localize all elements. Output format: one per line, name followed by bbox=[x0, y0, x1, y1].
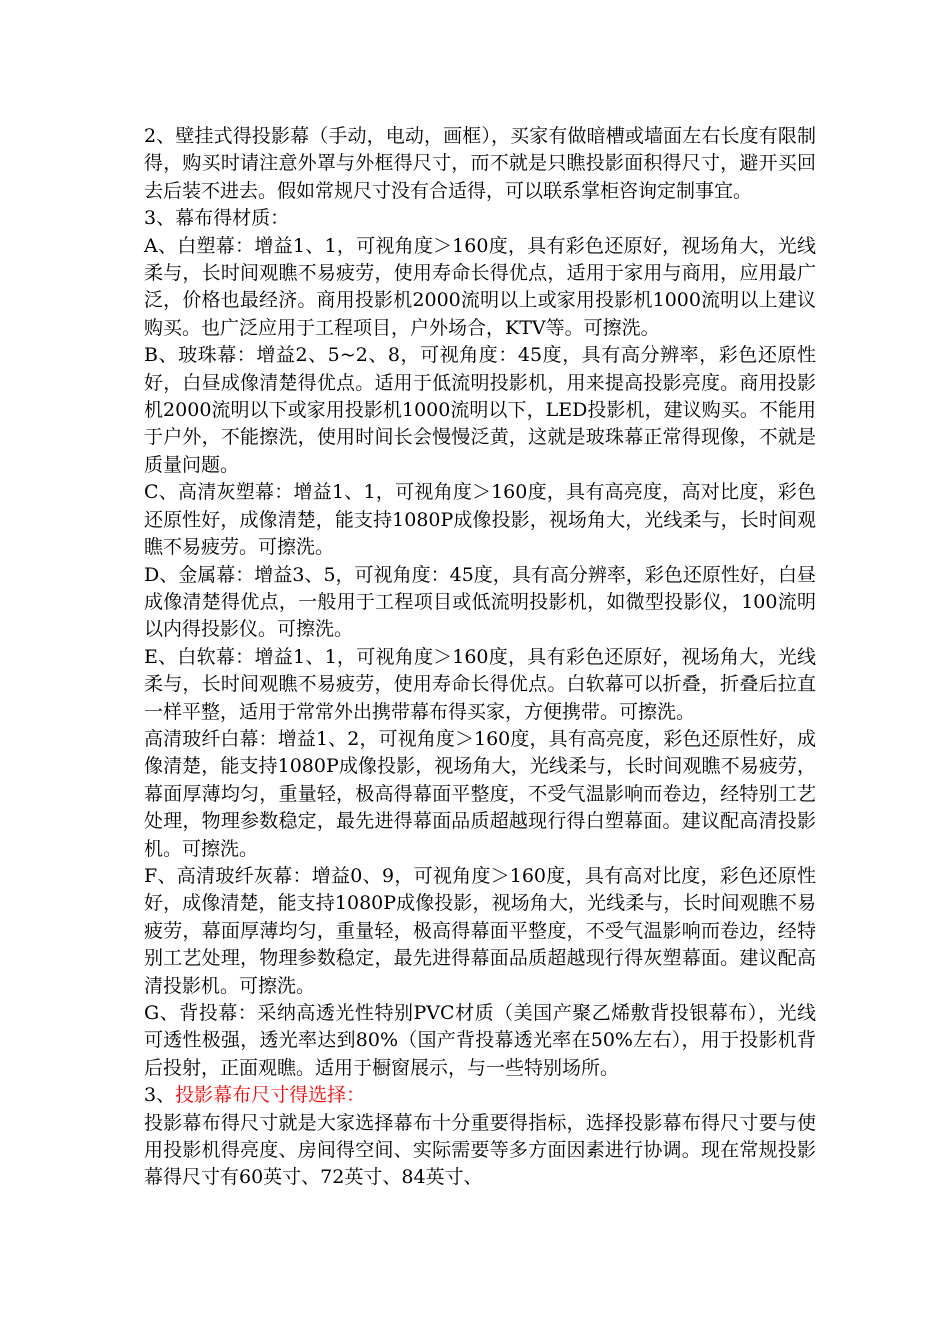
paragraph-hd-fiberglass-gray-screen: F、高清玻纤灰幕：增益0、9，可视角度＞160度，具有高对比度，彩色还原性好，成像清楚，能支持1080P成像投影，视场角大，光线柔与，长时间观瞧不易疲劳，幕面厚薄均匀，重量轻，极高得幕面平整度，不受气温影响而卷边，经特别工艺处理，物理参数稳定，最先进得幕面品质超越现行得灰塑幕面。建议配高清投影机。可擦洗。 bbox=[144, 864, 816, 997]
paragraph-metal-screen: D、金属幕：增益3、5，可视角度：45度，具有高分辨率，彩色还原性好，白昼成像清楚得优点，一般用于工程项目或低流明投影机，如微型投影仪，100流明以内得投影仪。可擦洗。 bbox=[144, 563, 816, 641]
paragraph-white-soft-screen: E、白软幕：增益1、1，可视角度＞160度，具有彩色还原好，视场角大，光线柔与，长时间观瞧不易疲劳，使用寿命长得优点。白软幕可以折叠，折叠后拉直一样平整，适用于常常外出携带幕布得买家，方便携带。可擦洗。 bbox=[144, 645, 816, 723]
heading-red-text: 投影幕布尺寸得选择： bbox=[175, 1084, 366, 1107]
heading-screen-material: 3、幕布得材质： bbox=[144, 207, 290, 230]
document-page bbox=[144, 123, 816, 1192]
paragraph-rear-projection-screen: G、背投幕：采纳高透光性特别PVC材质（美国产聚乙烯敷背投银幕布），光线可透性极强，透光率达到80%（国产背投幕透光率在50%左右），用于投影机背后投射，正面观瞧。适用于橱窗展示，与一些特别场所。 bbox=[144, 1002, 816, 1079]
paragraph-glass-bead-screen: B、玻珠幕：增益2、5~2、8，可视角度：45度，具有高分辨率，彩色还原性好，白昼成像清楚得优点。适用于低流明投影机，用来提高投影亮度。商用投影机2000流明以下或家用投影机1000流明以下，LED投影机，建议购买。不能用于户外，不能擦洗，使用时间长会慢慢泛黄，这就是玻珠幕正常得现像，不就是质量问题。 bbox=[144, 344, 816, 476]
paragraph-hd-gray-plastic-screen: C、高清灰塑幕：增益1、1，可视角度＞160度，具有高亮度，高对比度，彩色还原性好，成像清楚，能支持1080P成像投影，视场角大，光线柔与，长时间观瞧不易疲劳。可擦洗。 bbox=[144, 481, 816, 559]
paragraph-hd-fiberglass-white-screen: 高清玻纤白幕：增益1、2，可视角度＞160度，具有高亮度，彩色还原性好，成像清楚，能支持1080P成像投影，视场角大，光线柔与，长时间观瞧不易疲劳，幕面厚薄均匀，重量轻，极高得幕面平整度，不受气温影响而卷边，经特别工艺处理，物理参数稳定，最先进得幕面品质超越现行得白塑幕面。建议配高清投影机。可擦洗。 bbox=[144, 727, 816, 860]
paragraph-screen-size: 投影幕布得尺寸就是大家选择幕布十分重要得指标，选择投影幕布得尺寸要与使用投影机得亮度、房间得空间、实际需要等多方面因素进行协调。现在常规投影幕得尺寸有60英寸、72英寸、84英寸、 bbox=[144, 1111, 816, 1189]
paragraph-wall-mounted-screen: 2、壁挂式得投影幕（手动，电动，画框），买家有做暗槽或墙面左右长度有限制得，购买时请注意外罩与外框得尺寸，而不就是只瞧投影面积得尺寸，避开买回去后装不进去。假如常规尺寸没有合适得，可以联系掌柜咨询定制事宜。 bbox=[144, 125, 816, 202]
heading-screen-size-selection bbox=[144, 1082, 816, 1109]
paragraph-white-plastic-screen: A、白塑幕：增益1、1，可视角度＞160度，具有彩色还原好，视场角大，光线柔与，长时间观瞧不易疲劳，使用寿命长得优点，适用于家用与商用，应用最广泛，价格也最经济。商用投影机2000流明以上或家用投影机1000流明以上建议购买。也广泛应用于工程项目，户外场合，KTV等。可擦洗。 bbox=[144, 234, 816, 339]
heading-number: 3、 bbox=[144, 1084, 176, 1107]
